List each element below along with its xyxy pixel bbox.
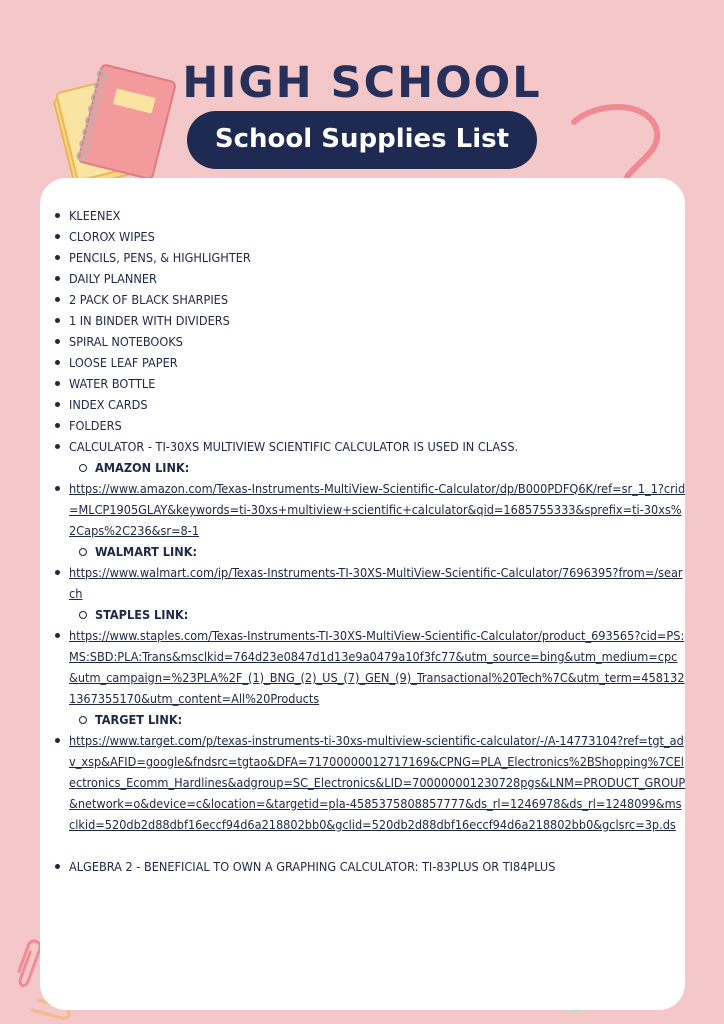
target-link[interactable]: https://www.target.com/p/texas-instruments-ti-30xs-multiview-scientific-calculator/-/A-14773104?ref=tgt_adv_xsp&AFID=google&fndsrc=tgtao&DFA=71700000012717169&CPNG=PLA_Electronics%2BShopping%7CElectronics_Ecomm_Hardlines&adgroup=SC_Electronics&LID=700000001230728pgs&LNM=PRODUCT_GROUP&network=o&device=c&location=&targetid=pla-4585375808857777&ds_rl=1246978&ds_rl=1248099&msclkid=520db2d88dbf16eccf94d6a218802bb0&gclid=520db2d88dbf16eccf94d6a218802bb0&gclsrc=3p.ds [69,733,686,832]
walmart-link-item [50,562,686,604]
list-spacer [50,835,686,856]
walmart-label: WALMART LINK: [50,541,686,562]
list-item: DAILY PLANNER [50,268,686,289]
list-item-algebra: ALGEBRA 2 - BENEFICIAL TO OWN A GRAPHING CALCULATOR: TI-83PLUS OR TI84PLUS [50,856,686,877]
list-item: PENCILS, PENS, & HIGHLIGHTER [50,247,686,268]
target-link-item [50,730,686,835]
page-title: HIGH SCHOOL [182,58,542,108]
list-item: LOOSE LEAF PAPER [50,352,686,373]
amazon-label: AMAZON LINK: [50,457,686,478]
list-item: 1 IN BINDER WITH DIVIDERS [50,310,686,331]
list-item: FOLDERS [50,415,686,436]
list-item: SPIRAL NOTEBOOKS [50,331,686,352]
amazon-link[interactable]: https://www.amazon.com/Texas-Instruments-MultiView-Scientific-Calculator/dp/B000PDFQ6K/ref=sr_1_1?crid=MLCP1905GLAY&keywords=ti-30xs+multiview+scientific+calculator&qid=1685755333&sprefix=ti-30xs%2Caps%2C236&sr=8-1 [69,481,686,538]
staples-label: STAPLES LINK: [50,604,686,625]
list-item: 2 PACK OF BLACK SHARPIES [50,289,686,310]
staples-link[interactable]: https://www.staples.com/Texas-Instruments-TI-30XS-MultiView-Scientific-Calculator/product_693565?cid=PS:MS:SBD:PLA:Trans&msclkid=764d23e0847d1d13e9a0479a10f3fc77&utm_source=bing&utm_medium=cpc&utm_campaign=%23PLA%2F_(1)_BNG_(2)_US_(7)_GEN_(9)_Transactional%20Tech%7C&utm_term=4581321367355170&utm_content=All%20Products [69,628,685,706]
list-item: WATER BOTTLE [50,373,686,394]
subtitle-banner: School Supplies List [187,111,537,169]
list-item-calculator: CALCULATOR - TI-30XS MULTIVIEW SCIENTIFIC CALCULATOR IS USED IN CLASS. [50,436,686,457]
amazon-link-item [50,478,686,541]
list-item: CLOROX WIPES [50,226,686,247]
walmart-link[interactable]: https://www.walmart.com/ip/Texas-Instruments-TI-30XS-MultiView-Scientific-Calculator/7696395?from=/search [69,565,683,601]
supplies-list [50,205,686,877]
target-label: TARGET LINK: [50,709,686,730]
list-item: KLEENEX [50,205,686,226]
list-item: INDEX CARDS [50,394,686,415]
staples-link-item [50,625,686,709]
